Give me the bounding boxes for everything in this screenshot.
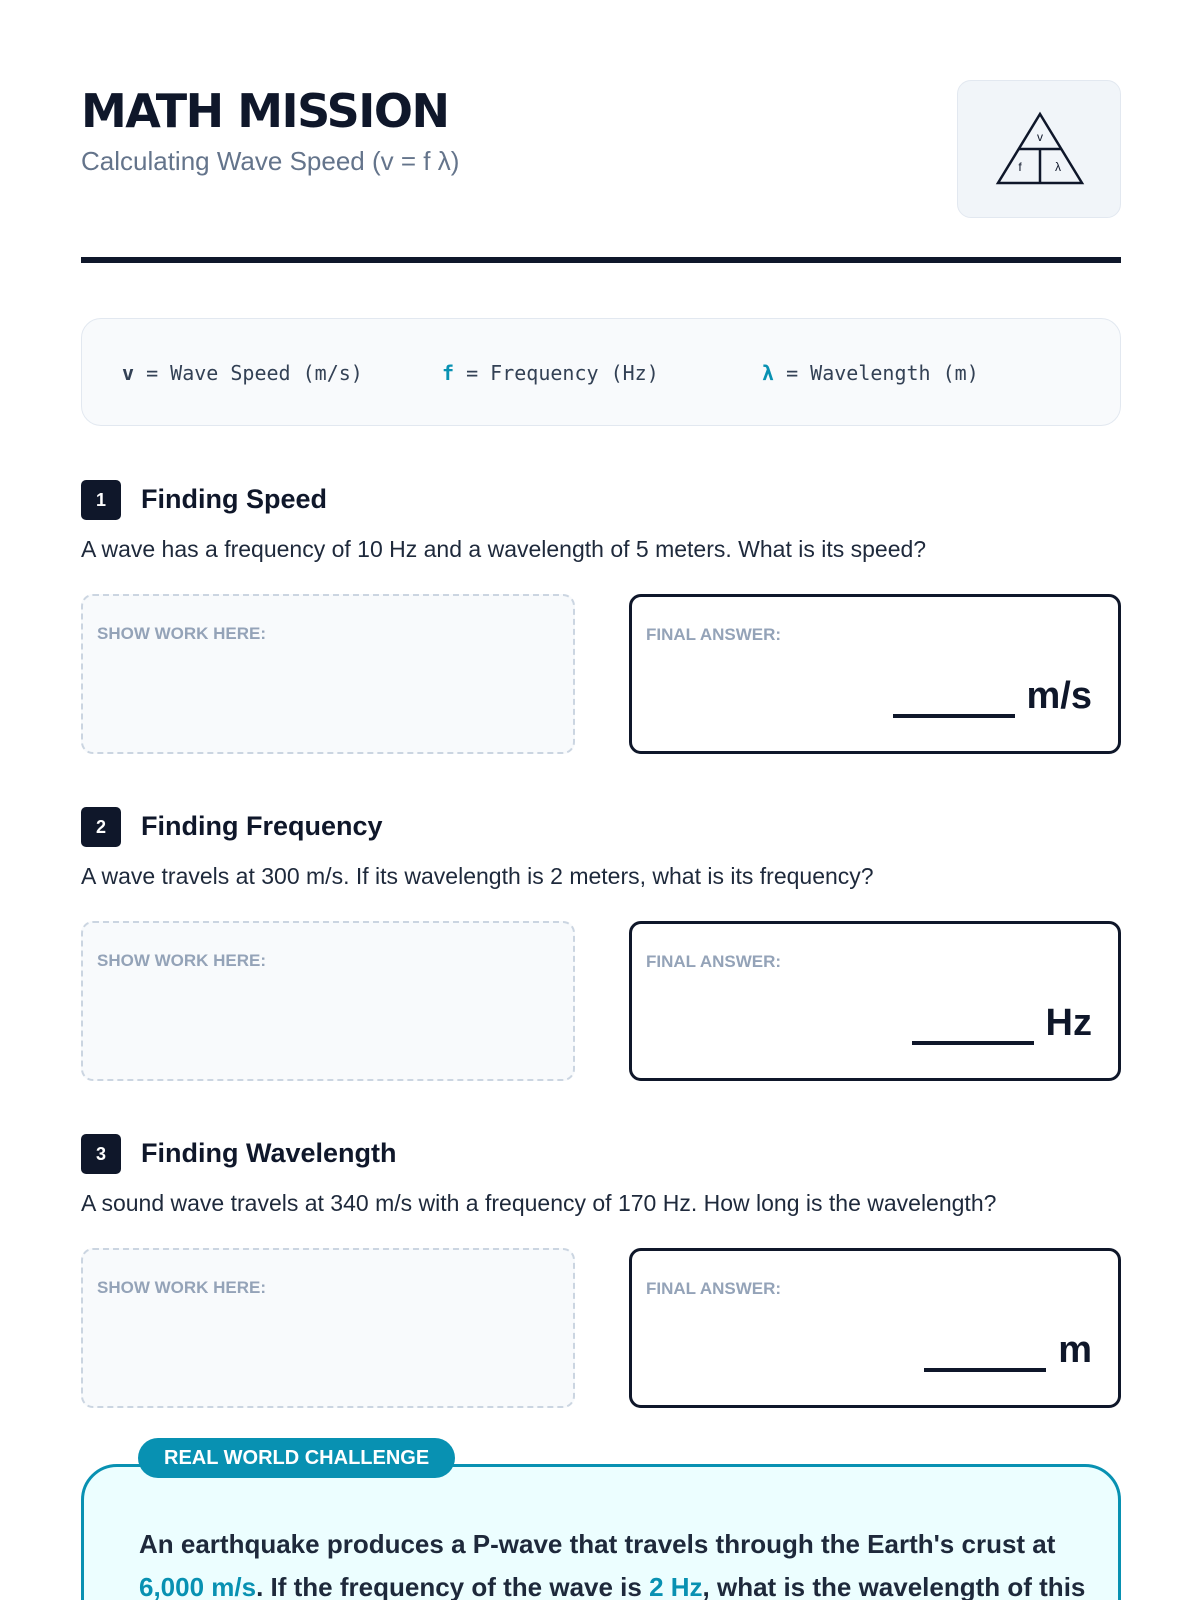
problem-2 xyxy=(81,807,1121,1087)
show-work-label: SHOW WORK HERE: xyxy=(97,1278,267,1297)
challenge-text xyxy=(139,1523,1099,1600)
triangle-label-v: v xyxy=(1037,130,1043,144)
challenge-text-part: . If the frequency of the wave is xyxy=(256,1572,650,1600)
legend-item-wavelength xyxy=(762,361,979,385)
legend-symbol: f xyxy=(442,361,455,385)
answer-line[interactable] xyxy=(912,1019,1034,1045)
answer-line[interactable] xyxy=(924,1346,1046,1372)
show-work-label: SHOW WORK HERE: xyxy=(97,951,267,970)
legend-item-speed xyxy=(122,361,363,385)
problem-title: Finding Speed xyxy=(141,484,327,514)
final-answer-box[interactable] xyxy=(629,1248,1121,1408)
problem-3 xyxy=(81,1134,1121,1414)
page-title: MATH MISSION xyxy=(81,84,449,138)
show-work-area[interactable] xyxy=(81,1248,575,1408)
show-work-area[interactable] xyxy=(81,594,575,754)
problem-title: Finding Wavelength xyxy=(141,1138,397,1168)
final-answer-label: FINAL ANSWER: xyxy=(646,1279,782,1298)
problem-number-badge: 3 xyxy=(81,1134,121,1174)
legend-text: = Wave Speed (m/s) xyxy=(134,361,363,385)
page-subtitle: Calculating Wave Speed (v = f λ) xyxy=(81,146,460,176)
final-answer-label: FINAL ANSWER: xyxy=(646,952,782,971)
show-work-area[interactable] xyxy=(81,921,575,1081)
triangle-label-lambda: λ xyxy=(1055,160,1061,174)
legend-symbol: λ xyxy=(762,361,775,385)
variable-legend xyxy=(81,318,1121,426)
show-work-label: SHOW WORK HERE: xyxy=(97,624,267,643)
header-divider xyxy=(81,257,1121,263)
answer-blank xyxy=(924,1329,1092,1372)
answer-unit: m xyxy=(1058,1329,1092,1371)
problem-text: A wave has a frequency of 10 Hz and a wavelength of 5 meters. What is its speed? xyxy=(81,536,927,562)
problem-text: A sound wave travels at 340 m/s with a frequency of 170 Hz. How long is the wavelength? xyxy=(81,1190,997,1216)
final-answer-box[interactable] xyxy=(629,594,1121,754)
problem-number-badge: 2 xyxy=(81,807,121,847)
formula-triangle-card xyxy=(957,80,1121,218)
legend-text: = Wavelength (m) xyxy=(774,361,979,385)
problem-text: A wave travels at 300 m/s. If its wavelength is 2 meters, what is its frequency? xyxy=(81,863,874,889)
answer-line[interactable] xyxy=(893,692,1015,718)
formula-triangle-icon xyxy=(994,109,1086,189)
real-world-challenge-tag: REAL WORLD CHALLENGE xyxy=(138,1438,455,1478)
challenge-frequency-highlight: 2 Hz xyxy=(649,1572,703,1600)
problem-title: Finding Frequency xyxy=(141,811,383,841)
worksheet-header xyxy=(81,80,1121,218)
legend-text: = Frequency (Hz) xyxy=(454,361,659,385)
challenge-text-part: , what is the wavelength of this xyxy=(702,1572,1086,1600)
answer-unit: m/s xyxy=(1026,675,1092,717)
challenge-speed-highlight: 6,000 m/s xyxy=(139,1572,257,1600)
triangle-label-f: f xyxy=(1018,160,1022,174)
legend-item-frequency xyxy=(442,361,659,385)
problem-number-badge: 1 xyxy=(81,480,121,520)
answer-blank xyxy=(893,675,1092,718)
final-answer-label: FINAL ANSWER: xyxy=(646,625,782,644)
final-answer-box[interactable] xyxy=(629,921,1121,1081)
real-world-challenge-card xyxy=(81,1464,1121,1600)
answer-blank xyxy=(912,1002,1092,1045)
answer-unit: Hz xyxy=(1045,1002,1092,1044)
problem-1 xyxy=(81,480,1121,760)
legend-symbol: v xyxy=(122,361,135,385)
challenge-text-part: An earthquake produces a P-wave that travels through the Earth's crust at xyxy=(139,1529,1056,1559)
